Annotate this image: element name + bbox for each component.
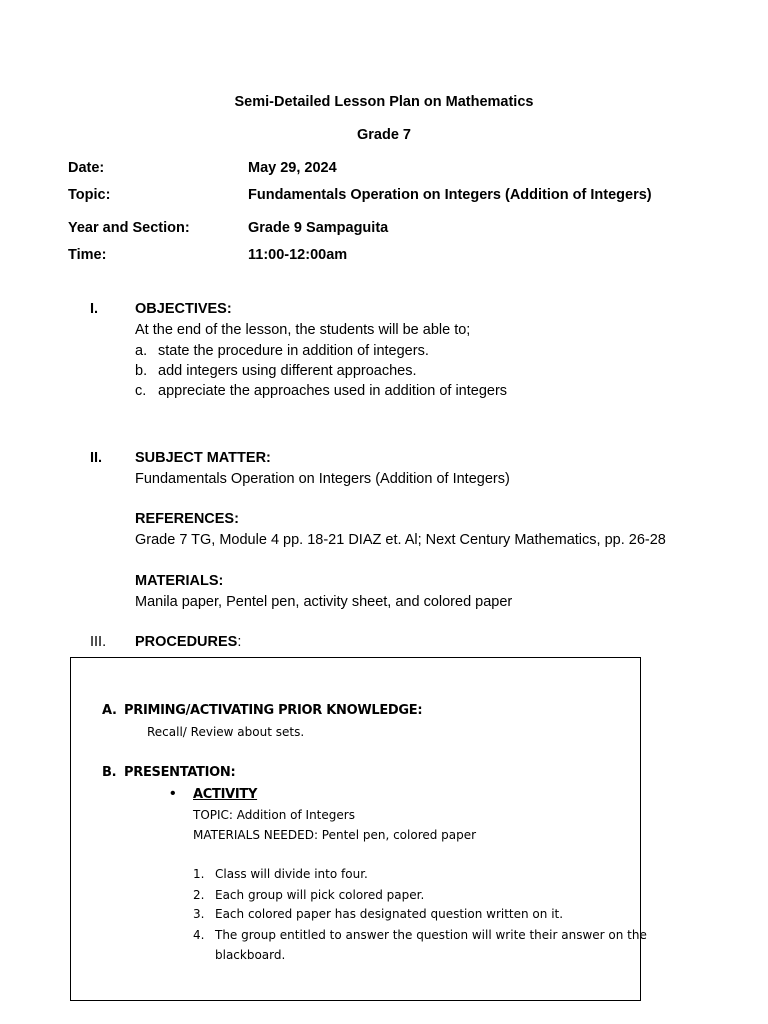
topic-value: Fundamentals Operation on Integers (Addition of Integers) (248, 187, 652, 203)
objectives-heading: OBJECTIVES: (135, 301, 232, 317)
time-value: 11:00-12:00am (248, 247, 348, 263)
step-number: 1. (193, 867, 205, 881)
objective-letter: a. (135, 343, 148, 359)
year-section-value: Grade 9 Sampaguita (248, 220, 389, 236)
date-label: Date: (68, 160, 105, 176)
procedures-heading-line (135, 634, 241, 650)
objectives-numeral: I. (90, 301, 99, 317)
step-text: The group entitled to answer the question will write their answer on the (215, 928, 647, 942)
objective-letter: b. (135, 363, 148, 379)
step-number: 2. (193, 888, 205, 902)
section-b-letter: B. (102, 765, 117, 780)
procedures-heading: PROCEDURES (135, 634, 238, 650)
references-heading: REFERENCES: (135, 511, 239, 527)
section-b-title: PRESENTATION: (124, 765, 236, 780)
subject-matter-text: Fundamentals Operation on Integers (Addition of Integers) (135, 471, 510, 487)
time-label: Time: (68, 247, 107, 263)
procedures-colon: : (237, 634, 242, 650)
activity-topic: TOPIC: Addition of Integers (193, 808, 355, 822)
activity-materials: MATERIALS NEEDED: Pentel pen, colored paper (193, 828, 477, 842)
step-text: Each group will pick colored paper. (215, 888, 425, 902)
section-a-title: PRIMING/ACTIVATING PRIOR KNOWLEDGE: (124, 703, 423, 718)
materials-heading: MATERIALS: (135, 573, 224, 589)
subject-matter-numeral: II. (90, 450, 103, 466)
objectives-intro: At the end of the lesson, the students will be able to; (135, 322, 471, 338)
subject-matter-heading: SUBJECT MATTER: (135, 450, 271, 466)
references-text: Grade 7 TG, Module 4 pp. 18-21 DIAZ et. Al; Next Century Mathematics, pp. 26-28 (135, 532, 666, 548)
procedures-numeral: III. (90, 634, 107, 650)
year-section-label: Year and Section: (68, 220, 190, 236)
section-a-letter: A. (102, 703, 117, 718)
materials-text: Manila paper, Pentel pen, activity sheet, and colored paper (135, 594, 513, 610)
objective-item: state the procedure in addition of integers. (158, 343, 429, 359)
topic-label: Topic: (68, 187, 111, 203)
step-text: Class will divide into four. (215, 867, 368, 881)
grade-heading: Grade 7 (357, 127, 411, 143)
objective-letter: c. (135, 383, 147, 399)
step-text: Each colored paper has designated question written on it. (215, 907, 564, 921)
document-title: Semi-Detailed Lesson Plan on Mathematics (234, 94, 534, 110)
step-text-continued: blackboard. (215, 948, 286, 962)
activity-label: ACTIVITY (193, 787, 258, 802)
bullet-icon: • (170, 785, 176, 802)
objective-item: appreciate the approaches used in addition of integers (158, 383, 508, 399)
step-number: 4. (193, 928, 205, 942)
section-a-text: Recall/ Review about sets. (147, 725, 305, 739)
objective-item: add integers using different approaches. (158, 363, 417, 379)
step-number: 3. (193, 907, 205, 921)
date-value: May 29, 2024 (248, 160, 337, 176)
